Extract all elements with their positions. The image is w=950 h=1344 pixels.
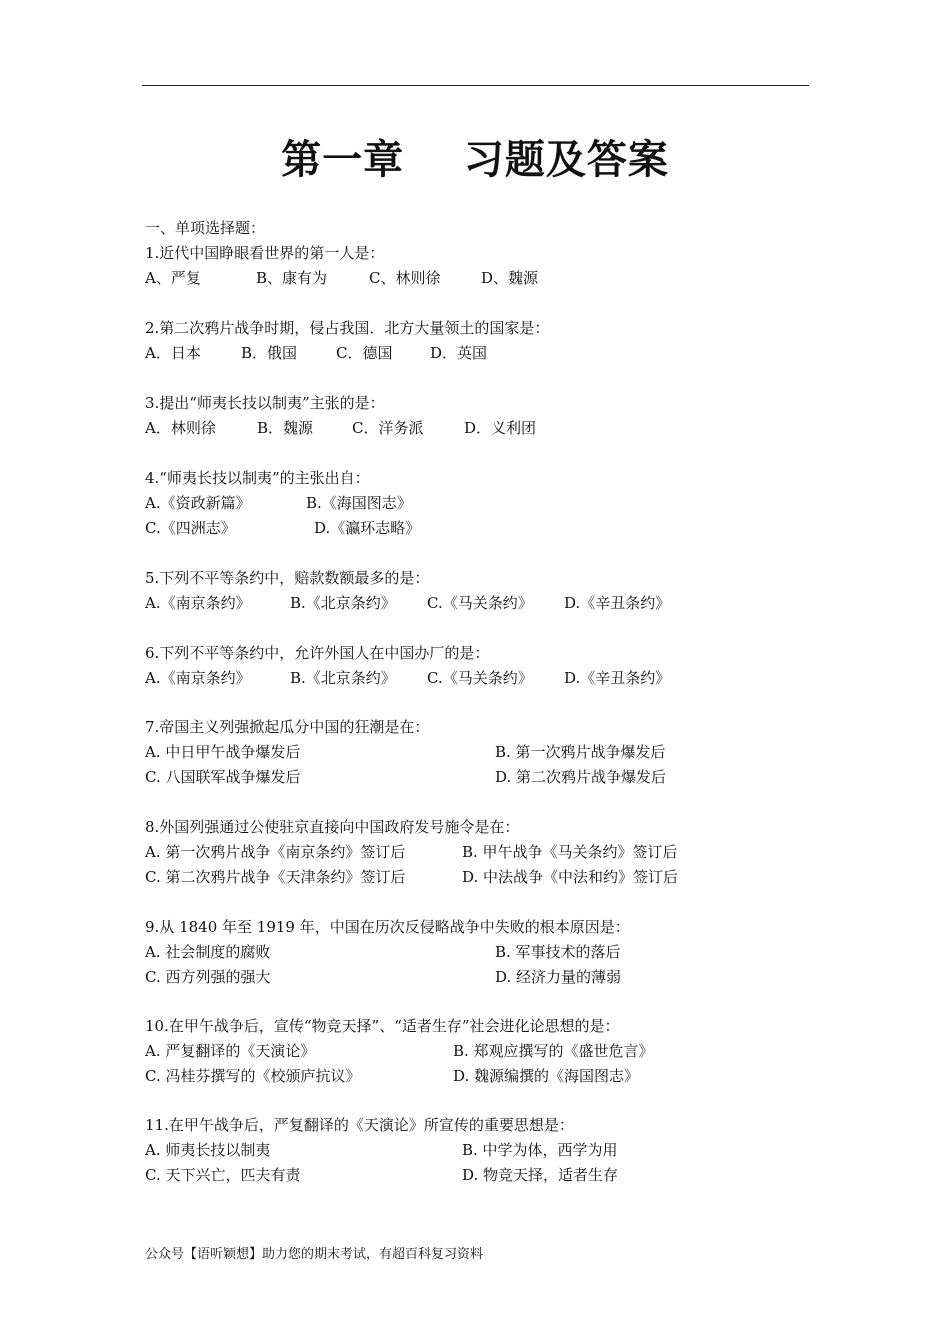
option: C.《马关条约》 [427, 669, 533, 687]
option: B．俄国 [241, 344, 298, 362]
option: A. 师夷长技以制夷 [145, 1141, 271, 1159]
option: B.《北京条约》 [290, 669, 396, 687]
question-stem: 1.近代中国睁眼看世界的第一人是： [145, 244, 385, 262]
option: A. 第一次鸦片战争《南京条约》签订后 [145, 843, 406, 861]
option: B. 甲午战争《马关条约》签订后 [462, 843, 678, 861]
option: D.《辛丑条约》 [564, 594, 671, 612]
footer-note: 公众号【语听颖想】助力您的期末考试，有超百科复习资料 [145, 1247, 484, 1262]
option: C. 八国联军战争爆发后 [145, 768, 301, 786]
option: D. 魏源编撰的《海国图志》 [453, 1067, 640, 1085]
header-rule [142, 85, 809, 86]
option: B.《海国图志》 [306, 494, 412, 512]
question-stem: 2.第二次鸦片战争时期，侵占我国．北方大量领土的国家是： [145, 319, 550, 337]
question-stem: 3.提出“师夷长技以制夷”主张的是： [145, 394, 385, 412]
option: C. 天下兴亡，匹夫有责 [145, 1166, 301, 1184]
option: A、严复 [145, 269, 201, 287]
question-stem: 7.帝国主义列强掀起瓜分中国的狂潮是在： [145, 718, 430, 736]
question-stem: 6.下列不平等条约中，允许外国人在中国办厂的是： [145, 644, 490, 662]
option: C．洋务派 [352, 419, 424, 437]
question-stem: 4.“师夷长技以制夷”的主张出自： [145, 469, 370, 487]
option: B. 郑观应撰写的《盛世危言》 [453, 1042, 654, 1060]
question-stem: 11.在甲午战争后，严复翻译的《天演论》所宣传的重要思想是： [145, 1116, 574, 1134]
option: A．日本 [145, 344, 201, 362]
option: D.《瀛环志略》 [314, 519, 421, 537]
option: B.《北京条约》 [290, 594, 396, 612]
question-stem: 5.下列不平等条约中，赔款数额最多的是： [145, 569, 430, 587]
option: D. 物竞天择，适者生存 [462, 1166, 619, 1184]
option: C.《马关条约》 [427, 594, 533, 612]
option: B. 第一次鸦片战争爆发后 [495, 743, 666, 761]
section-heading: 一、单项选择题： [145, 219, 266, 237]
option: D．英国 [430, 344, 488, 362]
option: A. 中日甲午战争爆发后 [145, 743, 301, 761]
option: C. 冯桂芬撰写的《校颁庐抗议》 [145, 1067, 361, 1085]
option: B．魏源 [257, 419, 314, 437]
option: A.《南京条约》 [145, 594, 251, 612]
question-stem: 9.从 1840 年至 1919 年，中国在历次反侵略战争中失败的根本原因是： [145, 918, 630, 936]
option: B、康有为 [256, 269, 328, 287]
page-title: 第一章 习题及答案 [281, 136, 669, 183]
question-stem: 8.外国列强通过公使驻京直接向中国政府发号施令是在： [145, 818, 520, 836]
option: C．德国 [336, 344, 393, 362]
option: A. 社会制度的腐败 [145, 943, 271, 961]
option: D．义利团 [464, 419, 537, 437]
option: A. 严复翻译的《天演论》 [145, 1042, 316, 1060]
option: A.《资政新篇》 [145, 494, 251, 512]
option: D、魏源 [481, 269, 539, 287]
option: D.《辛丑条约》 [564, 669, 671, 687]
option: D. 经济力量的薄弱 [495, 968, 622, 986]
question-stem: 10.在甲午战争后，宣传“物竞天择”、“适者生存”社会进化论思想的是： [145, 1017, 620, 1035]
option: D. 第二次鸦片战争爆发后 [495, 768, 667, 786]
option: C.《四洲志》 [145, 519, 236, 537]
option: D. 中法战争《中法和约》签订后 [462, 868, 679, 886]
option: C. 西方列强的强大 [145, 968, 271, 986]
option: A．林则徐 [145, 419, 216, 437]
option: B. 军事技术的落后 [495, 943, 621, 961]
option: B. 中学为体，西学为用 [462, 1141, 618, 1159]
option: C. 第二次鸦片战争《天津条约》签订后 [145, 868, 406, 886]
option: A.《南京条约》 [145, 669, 251, 687]
option: C、林则徐 [369, 269, 441, 287]
